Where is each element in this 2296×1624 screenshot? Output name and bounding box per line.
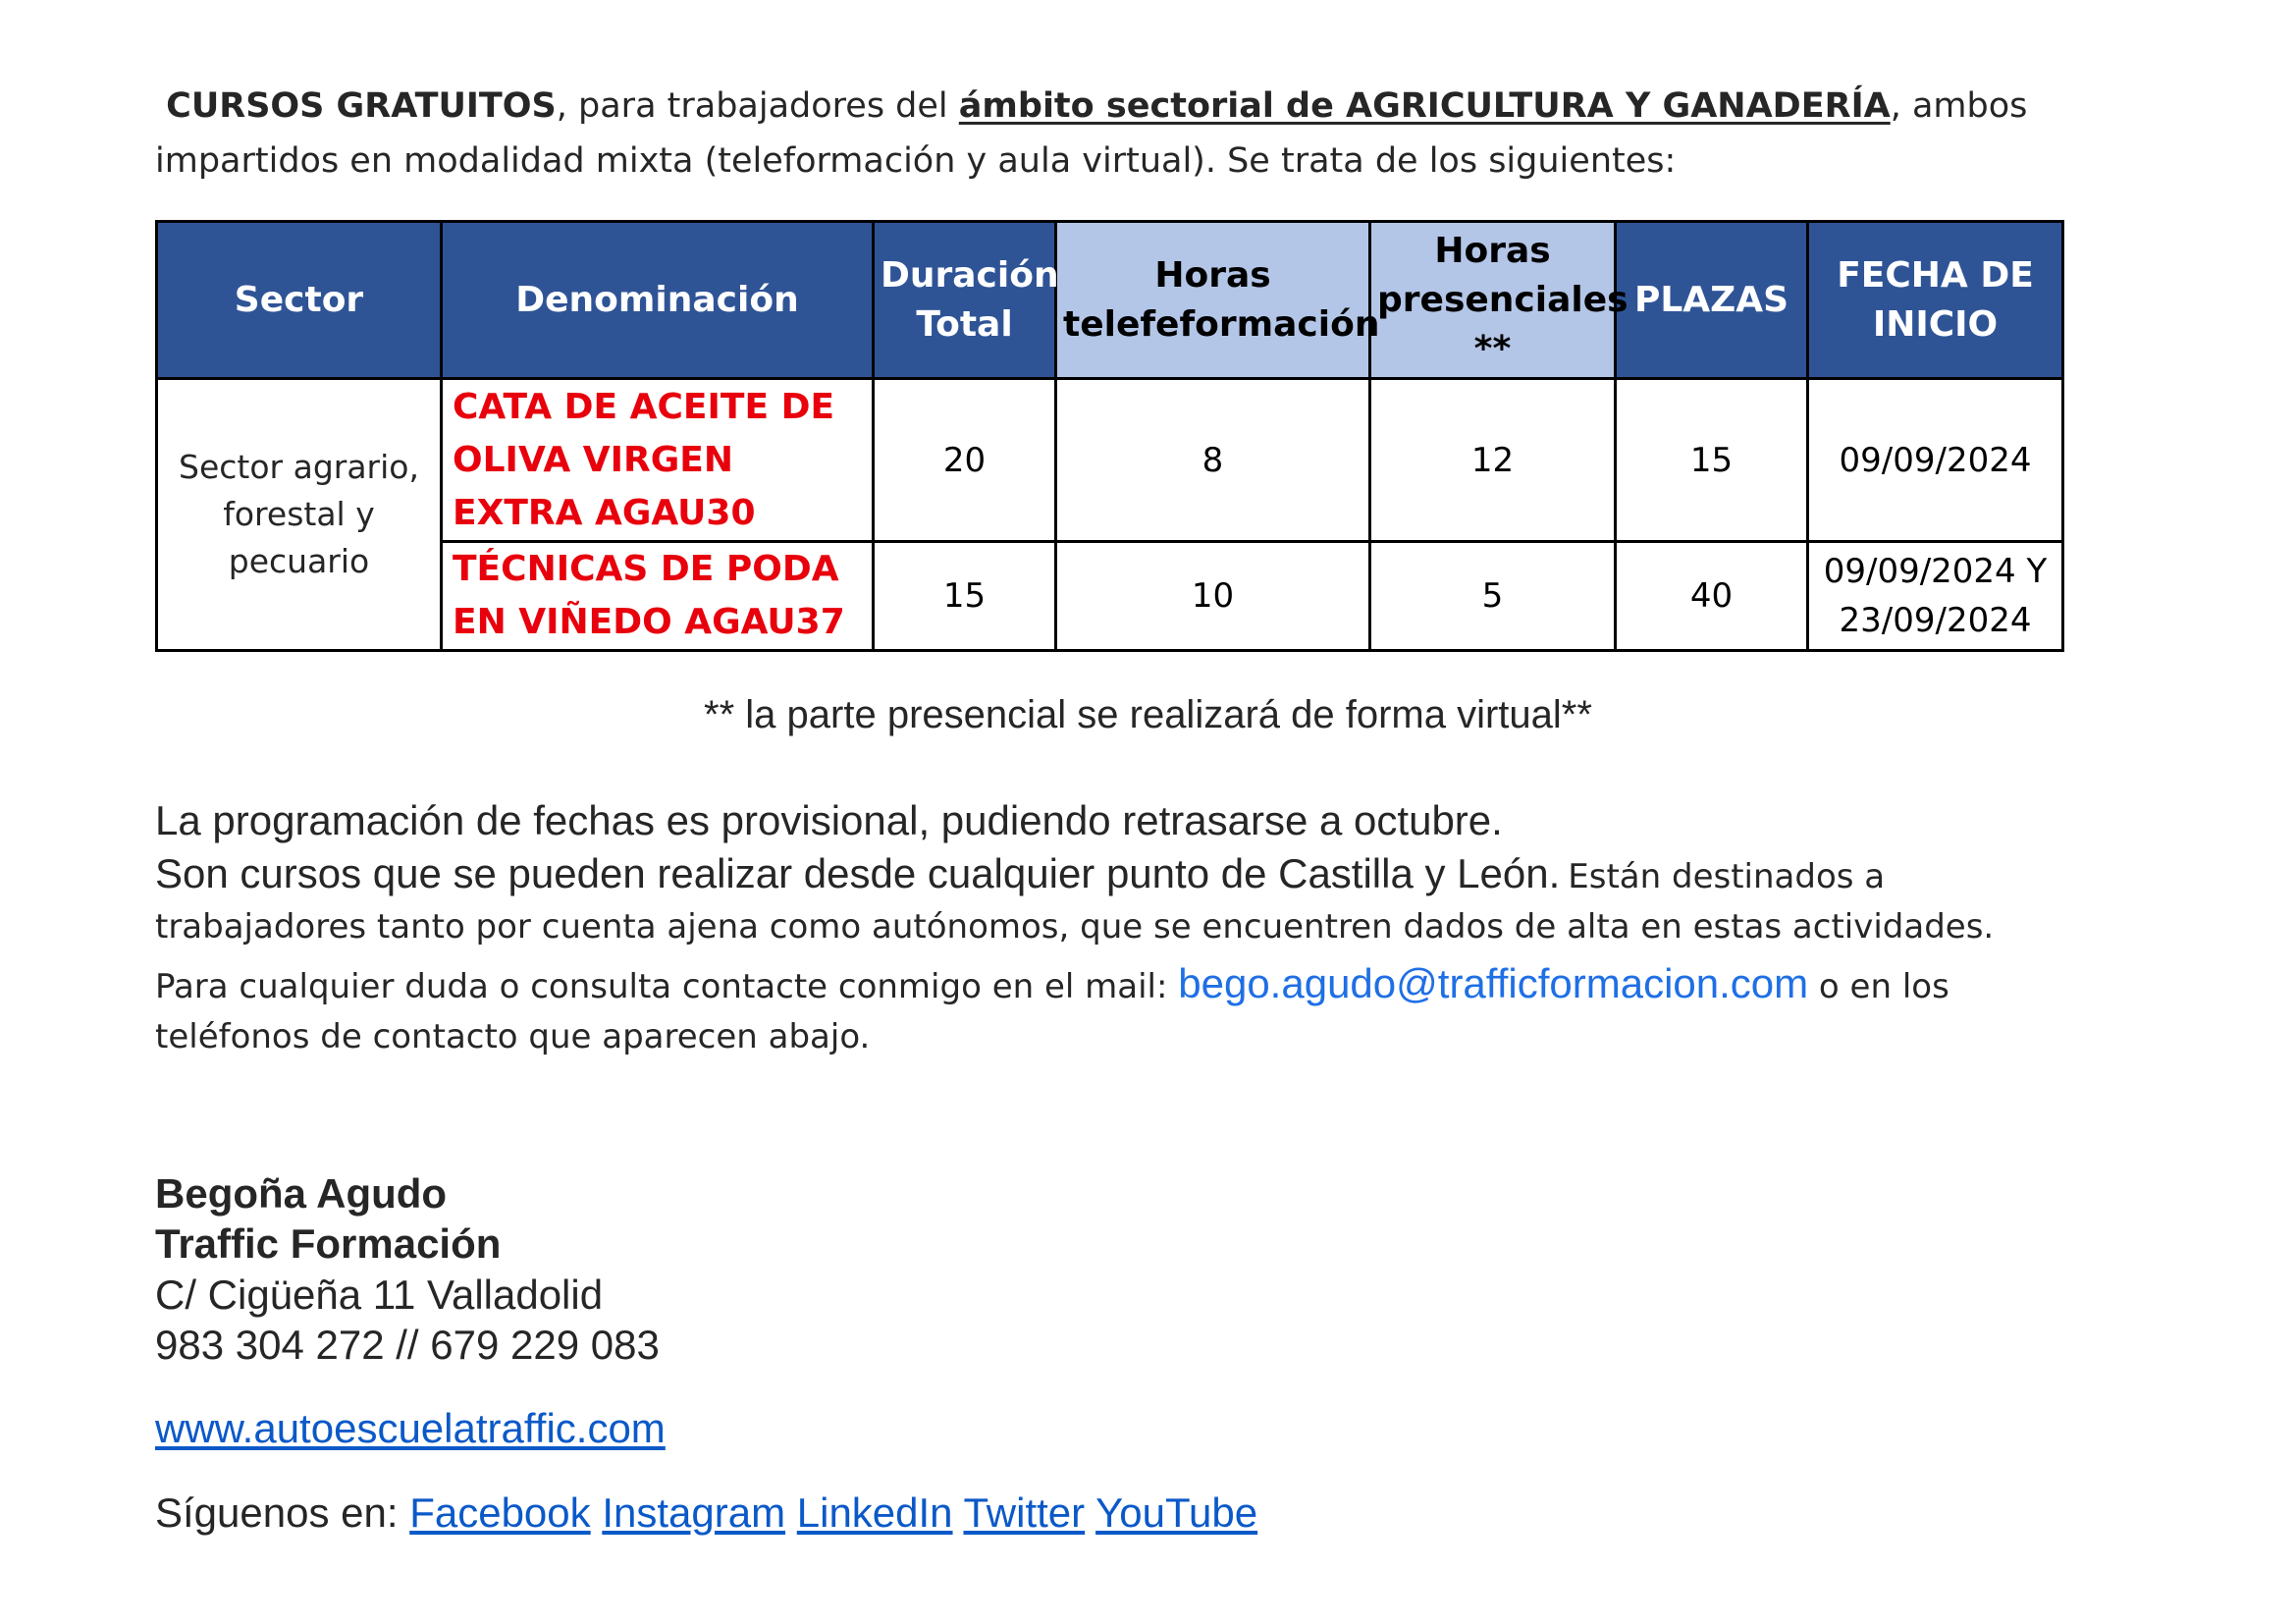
contact-line	[155, 960, 2216, 1007]
instagram-link[interactable]: Instagram	[602, 1489, 786, 1536]
intro-sector-scope: ámbito sectorial de AGRICULTURA Y GANADERÍA	[958, 86, 1891, 126]
header-horas-teleformacion: Horas telefeformación	[1056, 222, 1370, 379]
table-row	[157, 542, 2063, 651]
follow-label: Síguenos en:	[155, 1489, 410, 1536]
signature-company: Traffic Formación	[155, 1220, 502, 1267]
website-link[interactable]: www.autoescuelatraffic.com	[155, 1405, 666, 1451]
provisional-dates-text: La programación de fechas es provisional, pudiendo retrasarse a octubre.	[155, 797, 1503, 843]
signature-phones: 983 304 272 // 679 229 083	[155, 1322, 660, 1368]
header-plazas: PLAZAS	[1616, 222, 1808, 379]
header-denominacion: Denominación	[442, 222, 874, 379]
contact-text-end: o en los	[1808, 967, 1949, 1006]
twitter-link[interactable]: Twitter	[963, 1489, 1086, 1536]
intro-line-1	[155, 79, 2118, 134]
horas-tele-cell: 10	[1056, 542, 1370, 651]
signature-name: Begoña Agudo	[155, 1170, 448, 1217]
horas-pres-cell: 5	[1370, 542, 1616, 651]
fecha-cell: 09/09/2024 Y 23/09/2024	[1808, 542, 2063, 651]
header-fecha-inicio: FECHA DE INICIO	[1808, 222, 2063, 379]
youtube-link[interactable]: YouTube	[1095, 1489, 1258, 1536]
castilla-leon-text: Son cursos que se pueden realizar desde cualquier punto de Castilla y León.	[155, 850, 1561, 896]
destinados-text: Están destinados a	[1568, 857, 1886, 896]
horas-pres-cell: 12	[1370, 379, 1616, 542]
email-link[interactable]: bego.agudo@trafficformacion.com	[1178, 960, 1809, 1006]
duracion-cell: 20	[874, 379, 1056, 542]
header-horas-presenciales: Horas presenciales **	[1370, 222, 1616, 379]
plazas-cell: 40	[1616, 542, 1808, 651]
trabajadores-text: trabajadores tanto por cuenta ajena como autónomos, que se encuentren dados de alta en estas actividades.	[155, 907, 1995, 947]
table-header-row	[157, 222, 2063, 379]
intro-bold: CURSOS GRATUITOS	[166, 86, 557, 126]
linkedin-link[interactable]: LinkedIn	[796, 1489, 953, 1536]
fecha-cell: 09/09/2024	[1808, 379, 2063, 542]
header-sector: Sector	[157, 222, 442, 379]
social-line	[155, 1489, 1257, 1537]
intro-line-2: impartidos en modalidad mixta (teleformación y aula virtual). Se trata de los siguientes:	[155, 141, 1677, 181]
facebook-link[interactable]: Facebook	[409, 1489, 591, 1536]
courses-table	[155, 220, 2064, 652]
contact-text: Para cualquier duda o consulta contacte conmigo en el mail:	[155, 967, 1179, 1006]
course-name: TÉCNICAS DE PODA EN VIÑEDO AGAU37	[442, 542, 874, 651]
course-name: CATA DE ACEITE DE OLIVA VIRGEN EXTRA AGAU30	[442, 379, 874, 542]
plazas-cell: 15	[1616, 379, 1808, 542]
table-row	[157, 379, 2063, 542]
horas-tele-cell: 8	[1056, 379, 1370, 542]
sector-cell: Sector agrario, forestal y pecuario	[157, 379, 442, 651]
intro-text-end: , ambos	[1890, 86, 2028, 126]
signature-address: C/ Cigüeña 11 Valladolid	[155, 1272, 604, 1318]
website-line	[155, 1405, 666, 1452]
header-duracion: Duración Total	[874, 222, 1056, 379]
virtual-note: ** la parte presencial se realizará de forma virtual**	[704, 693, 1592, 736]
intro-paragraph	[155, 79, 2118, 189]
castilla-leon-line	[155, 850, 2216, 897]
phones-reference-text: teléfonos de contacto que aparecen abajo.	[155, 1017, 871, 1056]
intro-text: , para trabajadores del	[556, 86, 959, 126]
duracion-cell: 15	[874, 542, 1056, 651]
